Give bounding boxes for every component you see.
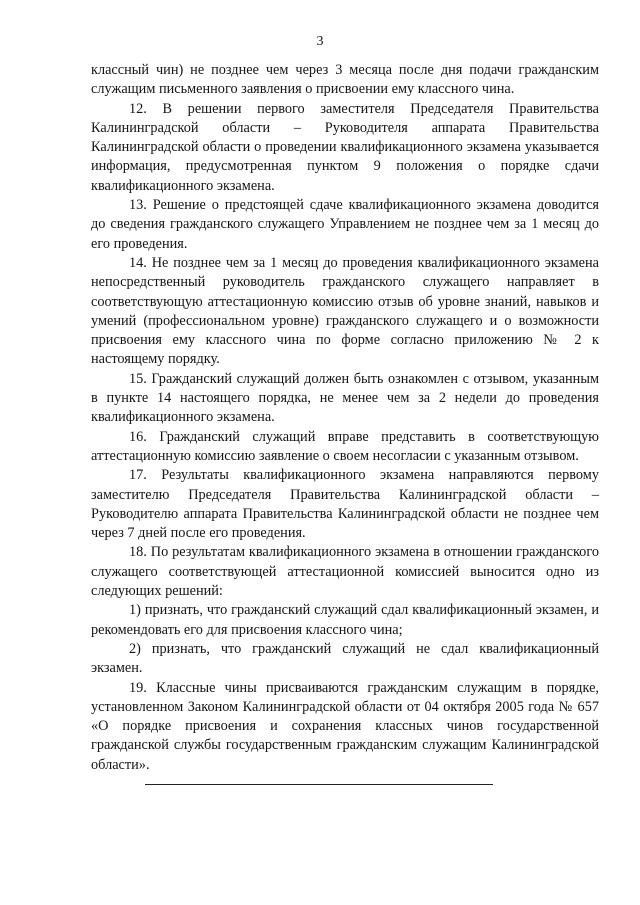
paragraph-18: 18. По результатам квалификационного экзамена в отношении гражданского служащего соответствующей аттестационной комиссией выносится одно из следующих решений:: [91, 544, 599, 600]
document-body: [91, 61, 599, 775]
paragraph-16: 16. Гражданский служащий вправе представить в соответствующую аттестационную комиссию заявление о своем несогласии с указанным отзывом.: [91, 428, 599, 464]
paragraph-15: 15. Гражданский служащий должен быть ознакомлен с отзывом, указанным в пункте 14 настоящего порядка, не менее чем за 2 недели до проведения квалификационного экзамена.: [91, 370, 599, 426]
page-number: 3: [316, 34, 324, 49]
paragraph-17: 17. Результаты квалификационного экзамена направляются первому заместителю Председателя Правительства Калининградской области – Руководителю аппарата Правительства Калининградской области не позднее чем через 7 дней после его проведения.: [91, 467, 599, 542]
end-of-document-rule: [145, 784, 493, 785]
paragraph-18-item-1: 1) признать, что гражданский служащий сдал квалификационный экзамен, и рекомендовать его для присвоения классного чина;: [91, 602, 599, 638]
paragraph-19: 19. Классные чины присваиваются гражданским служащим в порядке, установленном Законом Калининградской области от 04 октября 2005 года № 657 «О порядке присвоения и сохранения классных чинов государственной гражданской службы государственным гражданским служащим Калининградской области».: [91, 679, 599, 773]
paragraph-11-continuation: классный чин) не позднее чем через 3 месяца после дня подачи гражданским служащим письменного заявления о присвоении ему классного чина.: [91, 62, 599, 98]
paragraph-14: 14. Не позднее чем за 1 месяц до проведения квалификационного экзамена непосредственный руководитель гражданского служащего направляет в соответствующую аттестационную комиссию отзыв об уровне знаний, навыков и умений (профессиональном уровне) гражданского служащего и о возможности присвоения ему классного чина по форме согласно приложению № 2 к настоящему порядку.: [91, 254, 599, 368]
paragraph-18-item-2: 2) признать, что гражданский служащий не сдал квалификационный экзамен.: [91, 640, 599, 677]
paragraph-13: 13. Решение о предстоящей сдаче квалификационного экзамена доводится до сведения гражданского служащего Управлением не позднее чем за 1 месяц до его проведения.: [91, 197, 599, 252]
paragraph-12: 12. В решении первого заместителя Председателя Правительства Калининградской области – Руководителя аппарата Правительства Калининградской области о проведении квалификационного экзамена указывается информация, предусмотренная пунктом 9 положения о порядке сдачи квалификационного экзамена.: [91, 100, 599, 194]
